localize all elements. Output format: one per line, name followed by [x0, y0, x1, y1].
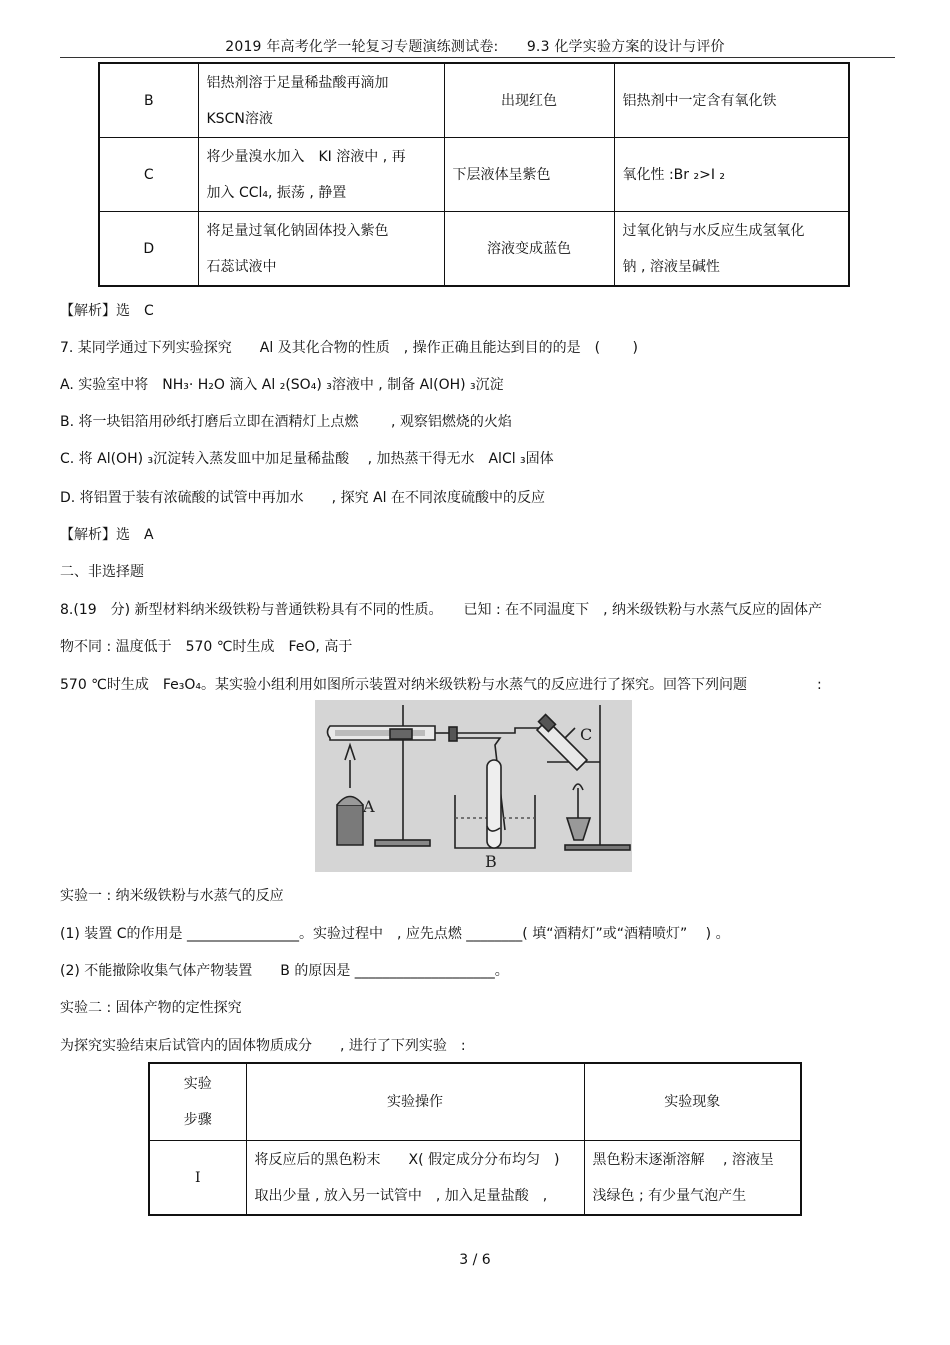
experiment-1-title: 实验一 : 纳米级铁粉与水蒸气的反应 — [60, 888, 284, 904]
options-table — [98, 62, 850, 287]
operation-cell: 将少量溴水加入 KI 溶液中 , 再 加入 CCl₄, 振荡 , 静置 — [198, 138, 444, 212]
label-c: C — [580, 725, 593, 744]
row-label: D — [99, 212, 198, 287]
label-a: A — [363, 797, 375, 816]
phenomenon-cell: 出现红色 — [444, 63, 614, 138]
row-label: B — [99, 63, 198, 138]
page-header: 2019 年高考化学一轮复习专题演练测试卷: 9.3 化学实验方案的设计与评价 — [225, 39, 725, 55]
phenomenon-cell: 下层液体呈紫色 — [444, 138, 614, 212]
table-row — [99, 63, 849, 138]
subquestion-2: (2) 不能撤除收集气体产物装置 B 的原因是 ____________________。 — [60, 963, 509, 979]
header-operation: 实验操作 — [246, 1063, 584, 1141]
phenomenon-cell: 黑色粉末逐渐溶解 , 溶液呈 浅绿色 ; 有少量气泡产生 — [584, 1141, 801, 1216]
option-c: C. 将 Al(OH) ₃沉淀转入蒸发皿中加足量稀盐酸 , 加热蒸干得无水 AlCl ₃固体 — [60, 451, 554, 467]
operation-cell: 将足量过氧化钠固体投入紫色 石蕊试液中 — [198, 212, 444, 287]
step-cell: Ⅰ — [149, 1141, 246, 1216]
apparatus-diagram — [315, 700, 632, 872]
table-row — [149, 1141, 801, 1216]
header-divider — [60, 57, 895, 58]
operation-cell: 铝热剂溶于足量稀盐酸再滴加 KSCN溶液 — [198, 63, 444, 138]
question-8-line1: 8.(19 分) 新型材料纳米级铁粉与普通铁粉具有不同的性质。 已知 : 在不同温度下 , 纳米级铁粉与水蒸气反应的固体产 — [60, 602, 823, 618]
conclusion-cell: 过氧化钠与水反应生成氢氧化 钠 , 溶液呈碱性 — [614, 212, 849, 287]
conclusion-cell: 氧化性 :Br ₂>I ₂ — [614, 138, 849, 212]
experiment-table — [148, 1062, 802, 1216]
page-number: 3 / 6 — [459, 1252, 491, 1268]
header-phenomenon: 实验现象 — [584, 1063, 801, 1141]
operation-cell: 将反应后的黑色粉末 X( 假定成分分布均匀 ) 取出少量 , 放入另一试管中 , 加入足量盐酸 , — [246, 1141, 584, 1216]
question-8-line2: 物不同 : 温度低于 570 ℃时生成 FeO, 高于 — [60, 639, 353, 655]
section-heading: 二、非选择题 — [60, 564, 144, 580]
label-b: B — [485, 852, 497, 871]
option-b: B. 将一块铝箔用砂纸打磨后立即在酒精灯上点燃 , 观察铝燃烧的火焰 — [60, 414, 512, 430]
option-d: D. 将铝置于装有浓硫酸的试管中再加水 , 探究 Al 在不同浓度硫酸中的反应 — [60, 490, 545, 506]
table-row — [99, 138, 849, 212]
experiment-2-intro: 为探究实验结束后试管内的固体物质成分 , 进行了下列实验 : — [60, 1038, 466, 1054]
table-row — [99, 212, 849, 287]
apparatus-figure — [315, 700, 632, 872]
conclusion-cell: 铝热剂中一定含有氧化铁 — [614, 63, 849, 138]
row-label: C — [99, 138, 198, 212]
option-a: A. 实验室中将 NH₃· H₂O 滴入 Al ₂(SO₄) ₃溶液中 , 制备 Al(OH) ₃沉淀 — [60, 377, 504, 393]
answer-6: 【解析】选 C — [60, 303, 154, 319]
table-header-row — [149, 1063, 801, 1141]
experiment-2-title: 实验二 : 固体产物的定性探究 — [60, 1000, 242, 1016]
header-step: 实验 步骤 — [149, 1063, 246, 1141]
phenomenon-cell: 溶液变成蓝色 — [444, 212, 614, 287]
answer-7: 【解析】选 A — [60, 527, 154, 543]
subquestion-1: (1) 装置 C的作用是 ________________。实验过程中 , 应先点燃 ________( 填“酒精灯”或“酒精喷灯” ) 。 — [60, 926, 730, 942]
question-7-stem: 7. 某同学通过下列实验探究 Al 及其化合物的性质 , 操作正确且能达到目的的是 ( ) — [60, 340, 638, 356]
question-8-line3: 570 ℃时生成 Fe₃O₄。某实验小组利用如图所示装置对纳米级铁粉与水蒸气的反应进行了探究。回答下列问题 : — [60, 677, 822, 693]
